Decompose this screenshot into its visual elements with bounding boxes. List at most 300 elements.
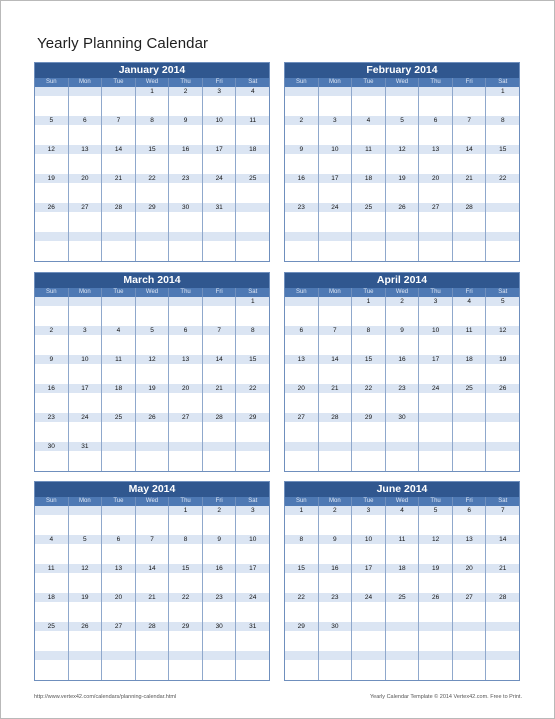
weekday-header-row [285,78,519,87]
day-number: 24 [69,413,103,422]
note-cell[interactable] [169,451,203,471]
note-cell[interactable] [203,660,237,680]
note-cell[interactable] [352,125,386,145]
note-cell[interactable] [102,125,136,145]
note-cell[interactable] [285,96,319,116]
note-cell[interactable] [236,154,269,174]
note-cell[interactable] [35,212,69,232]
note-cell[interactable] [319,364,353,384]
note-cell[interactable] [486,631,519,651]
note-cell[interactable] [236,660,269,680]
note-cell[interactable] [35,393,69,413]
note-cell[interactable] [352,96,386,116]
note-cell[interactable] [319,393,353,413]
week-row [35,203,269,232]
note-cell[interactable] [35,335,69,355]
note-cell[interactable] [453,241,487,261]
note-cell[interactable] [386,183,420,203]
note-cell[interactable] [486,573,519,593]
note-cell[interactable] [419,631,453,651]
note-cell[interactable] [352,451,386,471]
note-cell[interactable] [169,602,203,622]
note-cell[interactable] [386,573,420,593]
note-cell[interactable] [102,515,136,535]
note-cell[interactable] [419,364,453,384]
day-number: 29 [352,413,386,422]
day-number: 26 [136,413,170,422]
note-cell[interactable] [419,335,453,355]
note-cell[interactable] [203,212,237,232]
note-cell[interactable] [386,515,420,535]
note-cell[interactable] [386,241,420,261]
note-cell[interactable] [136,154,170,174]
note-cell[interactable] [486,422,519,442]
note-cell[interactable] [319,212,353,232]
note-cell[interactable] [236,183,269,203]
note-cell[interactable] [169,335,203,355]
day-number: 5 [386,116,420,125]
note-cell[interactable] [486,393,519,413]
note-cell[interactable] [203,335,237,355]
note-cell[interactable] [236,573,269,593]
note-cell[interactable] [236,96,269,116]
note-cell[interactable] [136,631,170,651]
note-cell[interactable] [169,125,203,145]
note-cell[interactable] [203,154,237,174]
note-cell[interactable] [35,241,69,261]
note-row [35,573,269,593]
note-cell[interactable] [169,154,203,174]
note-cell[interactable] [69,335,103,355]
note-cell[interactable] [486,602,519,622]
note-cell[interactable] [453,393,487,413]
month-title: January 2014 [35,63,269,78]
note-cell[interactable] [486,544,519,564]
note-cell[interactable] [69,364,103,384]
date-row [285,174,519,183]
note-cell[interactable] [285,212,319,232]
note-cell[interactable] [352,660,386,680]
note-cell[interactable] [69,544,103,564]
note-cell[interactable] [285,422,319,442]
note-cell[interactable] [136,660,170,680]
note-cell[interactable] [102,660,136,680]
note-cell[interactable] [136,602,170,622]
note-cell[interactable] [486,154,519,174]
note-cell[interactable] [136,306,170,326]
day-number: 10 [203,116,237,125]
note-cell[interactable] [136,364,170,384]
note-cell[interactable] [453,154,487,174]
note-cell[interactable] [169,212,203,232]
note-cell[interactable] [419,515,453,535]
note-cell[interactable] [203,183,237,203]
note-cell[interactable] [419,602,453,622]
note-cell[interactable] [453,602,487,622]
note-cell[interactable] [453,660,487,680]
note-cell[interactable] [319,660,353,680]
note-cell[interactable] [136,96,170,116]
note-cell[interactable] [285,335,319,355]
note-cell[interactable] [419,125,453,145]
note-cell[interactable] [352,602,386,622]
note-cell[interactable] [486,335,519,355]
note-cell[interactable] [386,544,420,564]
note-cell[interactable] [69,241,103,261]
note-cell[interactable] [236,422,269,442]
note-cell[interactable] [319,573,353,593]
day-number [102,506,136,515]
note-cell[interactable] [203,125,237,145]
note-cell[interactable] [453,306,487,326]
note-cell[interactable] [285,573,319,593]
note-cell[interactable] [419,306,453,326]
note-cell[interactable] [236,544,269,564]
note-cell[interactable] [319,241,353,261]
note-cell[interactable] [69,183,103,203]
note-cell[interactable] [486,125,519,145]
note-row [35,422,269,442]
note-cell[interactable] [169,573,203,593]
note-cell[interactable] [169,364,203,384]
note-cell[interactable] [236,125,269,145]
note-cell[interactable] [136,422,170,442]
week-row [285,384,519,413]
note-cell[interactable] [35,515,69,535]
note-cell[interactable] [386,125,420,145]
note-cell[interactable] [352,183,386,203]
note-cell[interactable] [486,451,519,471]
note-cell[interactable] [453,335,487,355]
note-cell[interactable] [169,515,203,535]
day-number: 22 [169,593,203,602]
note-cell[interactable] [169,306,203,326]
note-cell[interactable] [352,573,386,593]
note-cell[interactable] [386,364,420,384]
note-cell[interactable] [169,631,203,651]
day-number: 11 [352,145,386,154]
date-row [285,413,519,422]
note-cell[interactable] [285,125,319,145]
note-cell[interactable] [136,544,170,564]
note-cell[interactable] [203,364,237,384]
note-cell[interactable] [453,212,487,232]
note-cell[interactable] [285,183,319,203]
note-cell[interactable] [352,515,386,535]
note-cell[interactable] [319,422,353,442]
note-cell[interactable] [285,241,319,261]
note-cell[interactable] [352,335,386,355]
note-cell[interactable] [319,451,353,471]
note-cell[interactable] [169,183,203,203]
note-cell[interactable] [102,573,136,593]
note-cell[interactable] [285,393,319,413]
note-cell[interactable] [35,306,69,326]
note-cell[interactable] [236,515,269,535]
note-cell[interactable] [203,422,237,442]
note-cell[interactable] [453,631,487,651]
note-cell[interactable] [352,241,386,261]
note-cell[interactable] [102,544,136,564]
note-cell[interactable] [352,306,386,326]
note-cell[interactable] [136,125,170,145]
day-number: 21 [203,384,237,393]
weekday-label: Sat [248,79,258,85]
note-cell[interactable] [69,660,103,680]
note-cell[interactable] [386,393,420,413]
note-cell[interactable] [136,212,170,232]
note-cell[interactable] [203,573,237,593]
note-cell[interactable] [169,422,203,442]
note-cell[interactable] [69,515,103,535]
note-cell[interactable] [169,660,203,680]
note-cell[interactable] [453,422,487,442]
note-row [285,212,519,232]
note-cell[interactable] [285,602,319,622]
note-cell[interactable] [285,451,319,471]
note-cell[interactable] [285,515,319,535]
note-cell[interactable] [35,660,69,680]
note-cell[interactable] [35,364,69,384]
note-cell[interactable] [319,515,353,535]
note-cell[interactable] [136,515,170,535]
note-cell[interactable] [319,125,353,145]
date-row [285,442,519,451]
note-cell[interactable] [453,515,487,535]
week-row [35,87,269,116]
note-cell[interactable] [419,573,453,593]
note-cell[interactable] [453,544,487,564]
day-number: 12 [35,145,69,154]
note-cell[interactable] [136,183,170,203]
note-cell[interactable] [486,96,519,116]
note-cell[interactable] [486,660,519,680]
note-cell[interactable] [203,544,237,564]
note-cell[interactable] [102,306,136,326]
day-number [203,297,237,306]
note-cell[interactable] [352,212,386,232]
note-cell[interactable] [319,306,353,326]
note-cell[interactable] [69,602,103,622]
note-cell[interactable] [203,451,237,471]
day-number [169,442,203,451]
note-row [285,306,519,326]
day-number: 22 [352,384,386,393]
note-row [35,96,269,116]
note-cell[interactable] [285,364,319,384]
note-cell[interactable] [136,451,170,471]
note-cell[interactable] [453,183,487,203]
day-number: 3 [69,326,103,335]
date-row [35,593,269,602]
note-cell[interactable] [69,451,103,471]
note-cell[interactable] [102,241,136,261]
note-cell[interactable] [69,125,103,145]
note-cell[interactable] [486,212,519,232]
note-cell[interactable] [319,602,353,622]
note-cell[interactable] [203,515,237,535]
month-title: June 2014 [285,482,519,497]
note-cell[interactable] [203,306,237,326]
note-cell[interactable] [486,183,519,203]
note-cell[interactable] [236,631,269,651]
note-cell[interactable] [285,631,319,651]
note-cell[interactable] [319,154,353,174]
note-cell[interactable] [352,364,386,384]
note-cell[interactable] [419,393,453,413]
note-cell[interactable] [102,451,136,471]
note-cell[interactable] [319,335,353,355]
note-cell[interactable] [453,364,487,384]
note-cell[interactable] [285,660,319,680]
note-cell[interactable] [236,364,269,384]
note-cell[interactable] [236,602,269,622]
note-cell[interactable] [169,241,203,261]
note-cell[interactable] [69,306,103,326]
day-number: 12 [136,355,170,364]
note-cell[interactable] [319,183,353,203]
note-cell[interactable] [419,451,453,471]
day-number [285,232,319,241]
note-cell[interactable] [203,96,237,116]
note-cell[interactable] [319,96,353,116]
note-cell[interactable] [102,96,136,116]
note-cell[interactable] [203,241,237,261]
note-cell[interactable] [102,335,136,355]
note-cell[interactable] [203,393,237,413]
note-cell[interactable] [136,241,170,261]
note-cell[interactable] [69,422,103,442]
day-number [319,87,353,96]
note-cell[interactable] [236,212,269,232]
note-cell[interactable] [69,393,103,413]
note-cell[interactable] [136,573,170,593]
note-cell[interactable] [419,544,453,564]
note-cell[interactable] [419,212,453,232]
weekday-label: Mon [69,78,103,87]
note-cell[interactable] [35,631,69,651]
day-number [169,297,203,306]
note-cell[interactable] [386,422,420,442]
note-cell[interactable] [102,393,136,413]
note-cell[interactable] [453,125,487,145]
note-cell[interactable] [69,154,103,174]
note-cell[interactable] [35,96,69,116]
note-cell[interactable] [35,544,69,564]
note-cell[interactable] [35,125,69,145]
note-cell[interactable] [69,96,103,116]
note-cell[interactable] [236,393,269,413]
note-cell[interactable] [386,335,420,355]
note-cell[interactable] [352,422,386,442]
note-cell[interactable] [486,306,519,326]
note-cell[interactable] [102,364,136,384]
note-cell[interactable] [319,544,353,564]
note-cell[interactable] [236,451,269,471]
note-cell[interactable] [419,154,453,174]
note-cell[interactable] [319,631,353,651]
day-number [203,651,237,660]
note-cell[interactable] [136,335,170,355]
note-cell[interactable] [169,393,203,413]
note-cell[interactable] [35,451,69,471]
note-cell[interactable] [352,631,386,651]
day-number [419,413,453,422]
note-cell[interactable] [386,96,420,116]
note-cell[interactable] [453,96,487,116]
note-cell[interactable] [419,183,453,203]
note-cell[interactable] [285,544,319,564]
note-cell[interactable] [69,631,103,651]
day-number: 1 [285,506,319,515]
note-cell[interactable] [102,631,136,651]
note-cell[interactable] [69,212,103,232]
note-cell[interactable] [35,183,69,203]
note-cell[interactable] [486,364,519,384]
note-cell[interactable] [102,422,136,442]
day-number: 2 [319,506,353,515]
note-cell[interactable] [102,602,136,622]
note-cell[interactable] [236,335,269,355]
note-cell[interactable] [386,631,420,651]
note-cell[interactable] [136,393,170,413]
note-cell[interactable] [285,154,319,174]
week-row [35,564,269,593]
note-cell[interactable] [386,306,420,326]
note-cell[interactable] [236,306,269,326]
note-cell[interactable] [486,515,519,535]
note-cell[interactable] [419,241,453,261]
note-cell[interactable] [386,451,420,471]
note-cell[interactable] [35,154,69,174]
note-cell[interactable] [35,422,69,442]
note-cell[interactable] [419,422,453,442]
note-cell[interactable] [352,154,386,174]
note-cell[interactable] [35,573,69,593]
day-number: 23 [285,203,319,212]
note-cell[interactable] [453,573,487,593]
date-row [285,355,519,364]
day-number [35,297,69,306]
note-cell[interactable] [69,573,103,593]
note-cell[interactable] [285,306,319,326]
day-number: 22 [499,175,507,182]
note-cell[interactable] [386,212,420,232]
day-number: 3 [250,507,255,514]
note-cell[interactable] [35,602,69,622]
note-cell[interactable] [203,631,237,651]
note-cell[interactable] [419,96,453,116]
day-number [319,651,353,660]
note-cell[interactable] [386,602,420,622]
note-cell[interactable] [169,544,203,564]
note-cell[interactable] [453,451,487,471]
note-cell[interactable] [236,241,269,261]
note-cell[interactable] [386,660,420,680]
note-cell[interactable] [169,96,203,116]
note-cell[interactable] [352,544,386,564]
note-cell[interactable] [386,154,420,174]
note-cell[interactable] [419,660,453,680]
note-cell[interactable] [102,212,136,232]
note-cell[interactable] [486,241,519,261]
weekday-label: Sun [35,497,69,506]
note-cell[interactable] [102,183,136,203]
note-cell[interactable] [352,393,386,413]
note-cell[interactable] [102,154,136,174]
footer-url[interactable]: http://www.vertex42.com/calendars/planning-calendar.html [34,694,177,700]
note-cell[interactable] [203,602,237,622]
